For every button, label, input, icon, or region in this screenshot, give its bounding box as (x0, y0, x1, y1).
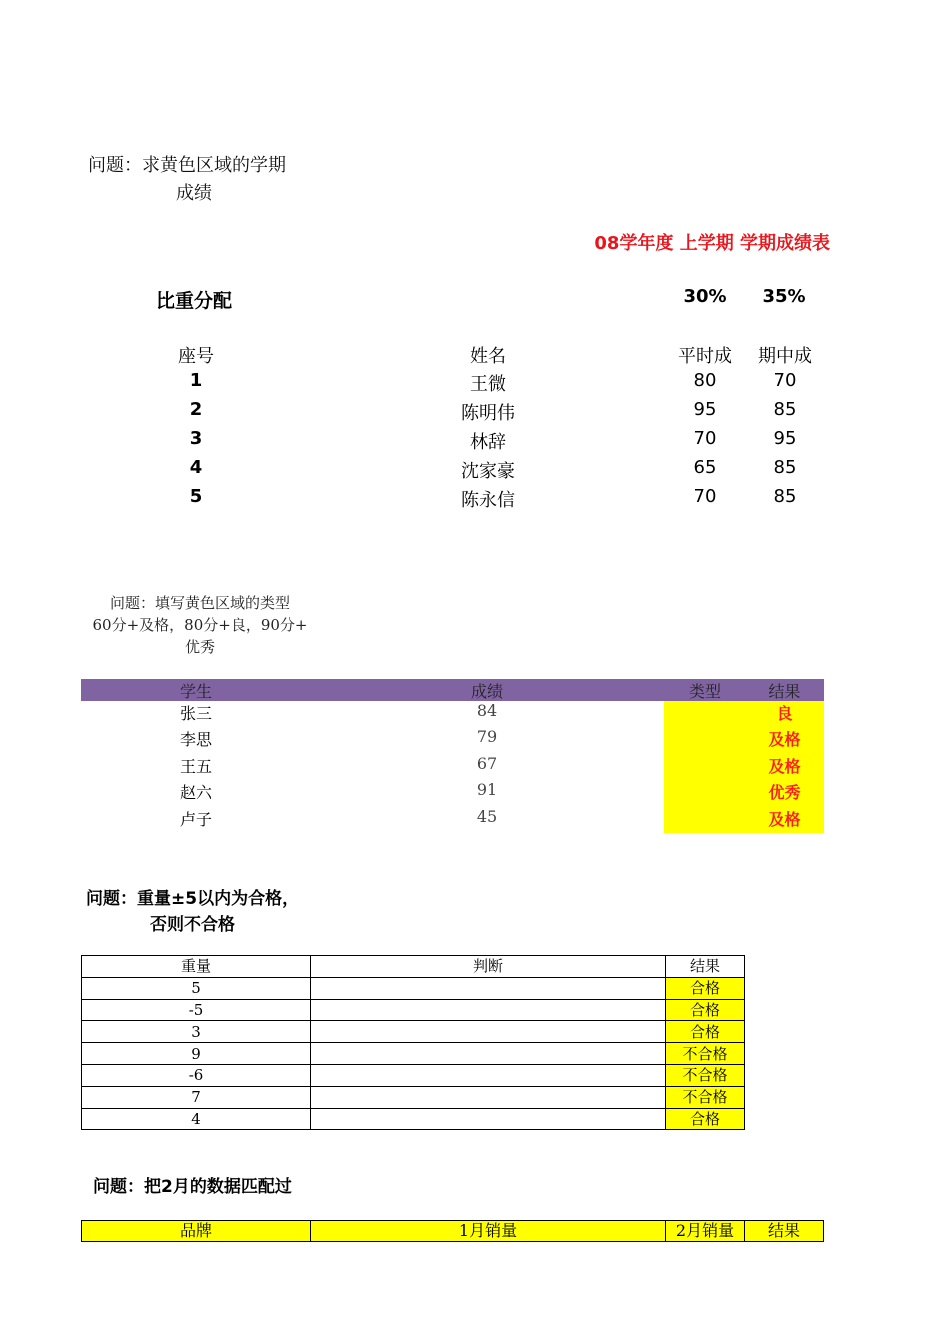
midterm-cell[interactable]: 70 (773, 370, 797, 391)
score-type-header (81, 679, 824, 701)
grade-table-title: 08学年度 上学期 学期成绩表 (594, 233, 830, 254)
weight-check-table (81, 955, 745, 1130)
result-cell[interactable]: 及格 (768, 756, 801, 776)
grade-row (0, 486, 950, 515)
header-judge: 判断 (311, 956, 666, 978)
midterm-cell[interactable]: 95 (773, 428, 797, 449)
question-3-line2: 否则不合格 (150, 915, 235, 935)
judge-cell[interactable] (311, 1043, 666, 1065)
grade-row (0, 428, 950, 457)
question-1-line1: 问题：求黄色区域的学期 (88, 155, 286, 176)
header-result: 结果 (768, 682, 801, 701)
score-cell[interactable]: 45 (476, 806, 498, 826)
table-row (81, 780, 824, 806)
student-cell[interactable]: 张三 (179, 704, 212, 723)
question-2 (80, 592, 320, 658)
question-3-line1: 问题：重量±5以内为合格， (86, 889, 300, 909)
question-2-line3: 优秀 (184, 638, 215, 656)
student-cell[interactable]: 赵六 (179, 783, 212, 803)
weight-cell[interactable]: -5 (82, 999, 311, 1021)
grade-row (0, 399, 950, 428)
header-feb-sales[interactable]: 2月销量 (666, 1221, 745, 1242)
table-row (82, 1108, 745, 1130)
score-cell[interactable]: 84 (476, 701, 498, 720)
question-2-line1: 问题：填写黄色区域的类型 (109, 594, 290, 612)
judge-cell[interactable] (311, 999, 666, 1021)
header-weight: 重量 (82, 956, 311, 978)
question-3 (86, 886, 299, 938)
sales-match-table (81, 1220, 824, 1242)
regular-cell[interactable]: 65 (693, 457, 717, 478)
header-brand[interactable]: 品牌 (82, 1221, 311, 1242)
table-row (82, 977, 745, 999)
seat-cell[interactable]: 2 (189, 399, 203, 420)
midterm-cell[interactable]: 85 (773, 457, 797, 478)
score-cell[interactable]: 67 (476, 753, 498, 773)
name-cell[interactable]: 沈家豪 (461, 461, 515, 482)
seat-cell[interactable]: 3 (189, 428, 203, 449)
result-cell[interactable]: 合格 (666, 977, 745, 999)
regular-cell[interactable]: 95 (693, 399, 717, 420)
result-cell[interactable]: 及格 (768, 809, 801, 829)
result-cell[interactable]: 合格 (666, 1021, 745, 1043)
name-cell[interactable]: 王微 (470, 374, 506, 395)
weight-label: 比重分配 (156, 290, 233, 312)
header-name: 姓名 (470, 346, 506, 367)
table-header-row (82, 956, 745, 978)
table-row (82, 1064, 745, 1086)
result-cell[interactable]: 良 (776, 704, 793, 723)
regular-cell[interactable]: 70 (693, 428, 717, 449)
header-result: 结果 (666, 956, 745, 978)
grade-row (0, 457, 950, 486)
name-cell[interactable]: 林辞 (470, 432, 506, 453)
question-1 (88, 152, 308, 208)
score-cell[interactable]: 79 (476, 727, 498, 747)
result-cell[interactable]: 合格 (666, 1108, 745, 1130)
midterm-cell[interactable]: 85 (773, 486, 797, 507)
result-cell[interactable]: 不合格 (666, 1064, 745, 1086)
weight-cell[interactable]: -6 (82, 1064, 311, 1086)
student-cell[interactable]: 卢子 (179, 809, 212, 829)
table-row (82, 999, 745, 1021)
table-row (82, 1086, 745, 1108)
result-cell[interactable]: 不合格 (666, 1086, 745, 1108)
weight-cell[interactable]: 7 (82, 1086, 311, 1108)
weight-midterm[interactable]: 35% (762, 286, 806, 307)
weight-cell[interactable]: 5 (82, 977, 311, 999)
seat-cell[interactable]: 1 (189, 370, 203, 391)
student-cell[interactable]: 李思 (179, 730, 212, 750)
judge-cell[interactable] (311, 1021, 666, 1043)
header-jan-sales[interactable]: 1月销量 (311, 1221, 666, 1242)
score-cell[interactable]: 91 (476, 780, 498, 800)
weight-cell[interactable]: 4 (82, 1108, 311, 1130)
weight-cell[interactable]: 9 (82, 1043, 311, 1065)
header-midterm: 期中成 (758, 346, 812, 367)
result-cell[interactable]: 不合格 (666, 1043, 745, 1065)
table-row (82, 1043, 745, 1065)
question-1-line2: 成绩 (176, 183, 212, 204)
name-cell[interactable]: 陈永信 (461, 490, 515, 511)
table-row (81, 754, 824, 780)
header-regular: 平时成 (678, 346, 732, 367)
table-row (82, 1021, 745, 1043)
seat-cell[interactable]: 5 (189, 486, 203, 507)
header-type: 类型 (688, 682, 721, 701)
name-cell[interactable]: 陈明伟 (461, 403, 515, 424)
midterm-cell[interactable]: 85 (773, 399, 797, 420)
grade-row (0, 370, 950, 399)
regular-cell[interactable]: 80 (693, 370, 717, 391)
header-result[interactable]: 结果 (745, 1221, 824, 1242)
header-student: 学生 (179, 682, 212, 701)
header-score: 成绩 (470, 682, 503, 701)
result-cell[interactable]: 优秀 (768, 783, 801, 803)
judge-cell[interactable] (311, 977, 666, 999)
question-2-line2: 60分+及格，80分+良，90分+ (92, 616, 308, 634)
question-4: 问题：把2月的数据匹配过 (93, 1177, 292, 1197)
judge-cell[interactable] (311, 1064, 666, 1086)
weight-cell[interactable]: 3 (82, 1021, 311, 1043)
table-row (81, 727, 824, 753)
result-cell[interactable]: 及格 (768, 730, 801, 750)
weight-regular[interactable]: 30% (683, 286, 727, 307)
table-header-row (82, 1221, 824, 1242)
header-seat: 座号 (178, 346, 214, 367)
student-cell[interactable]: 王五 (179, 756, 212, 776)
regular-cell[interactable]: 70 (693, 486, 717, 507)
table-row (81, 807, 824, 833)
table-row (81, 701, 824, 727)
score-type-table (81, 679, 824, 833)
judge-cell[interactable] (311, 1108, 666, 1130)
seat-cell[interactable]: 4 (189, 457, 203, 478)
judge-cell[interactable] (311, 1086, 666, 1108)
result-cell[interactable]: 合格 (666, 999, 745, 1021)
